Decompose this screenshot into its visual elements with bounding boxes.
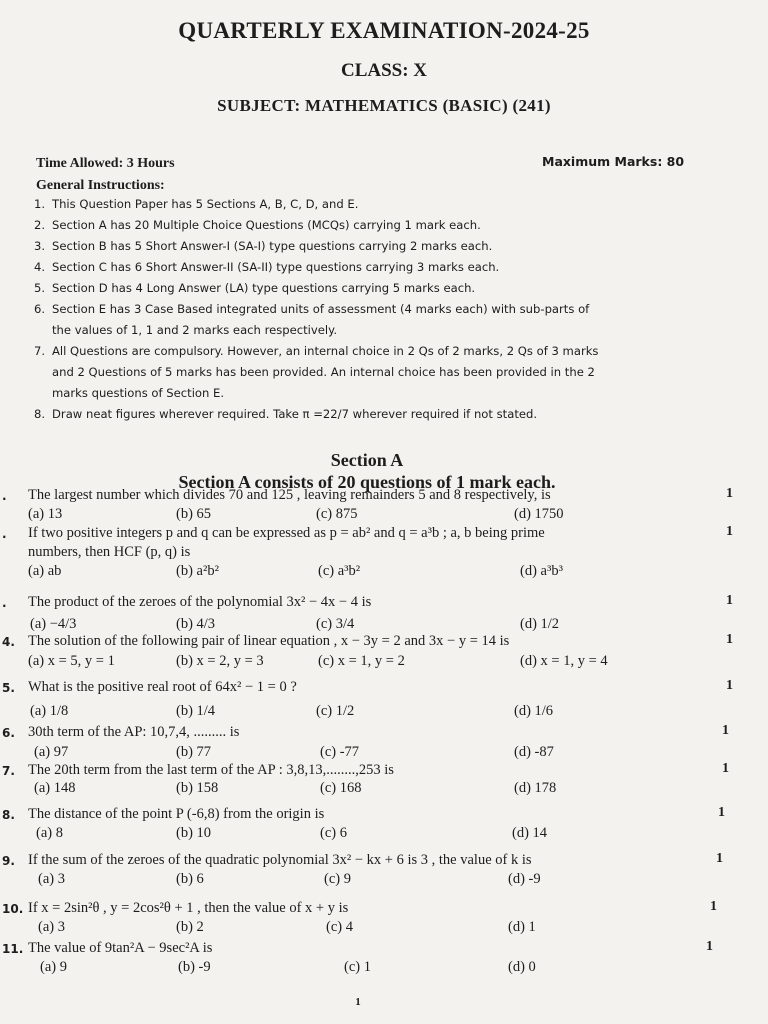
subject-label: SUBJECT: MATHEMATICS (BASIC) (241) [217,96,551,115]
answer-option: (a) 97 [34,744,69,760]
instruction-line [34,404,674,425]
instruction-line [34,383,674,404]
answer-option: (b) 65 [176,506,212,522]
answer-option: (a) −4/3 [30,616,77,632]
instruction-text: Section C has 6 Short Answer-II (SA-II) type questions carrying 3 marks each. [52,260,500,274]
class-label: CLASS: X [340,60,428,81]
instruction-line [34,320,674,341]
instruction-number: 4. [34,260,46,274]
answer-option: (b) 2 [176,919,204,935]
question-marks: 1 [706,939,713,954]
question-number: . [2,596,7,610]
instruction-text: Section A has 20 Multiple Choice Questions (MCQs) carrying 1 mark each. [52,218,481,232]
question-number: 5. [2,681,15,695]
answer-option: (b) -9 [178,959,211,975]
answer-option: (d) 1/2 [520,616,560,632]
answer-option: (c) a³b² [318,563,361,579]
answer-option: (a) 8 [36,825,63,841]
instructions-list [34,194,674,425]
instruction-line [34,257,674,278]
answer-option: (c) 6 [320,825,347,841]
answer-option: (b) 10 [176,825,212,841]
instruction-number: 2. [34,218,46,232]
instruction-number [34,383,52,404]
general-instructions-heading: General Instructions: [36,178,165,193]
instruction-text: This Question Paper has 5 Sections A, B, C, D, and E. [52,197,359,211]
answer-option: (d) -87 [514,744,554,760]
question-marks: 1 [718,805,725,820]
question-stem: If the sum of the zeroes of the quadratic polynomial 3x² − kx + 6 is 3 , the value of k is [28,852,532,868]
maximum-marks: Maximum Marks: 80 [542,154,685,169]
answer-option: (c) 168 [320,780,362,796]
section-title: Section A [330,450,404,470]
question-number: 6. [2,726,15,740]
time-allowed: Time Allowed: 3 Hours [36,156,175,171]
answer-option: (b) a²b² [176,563,219,579]
question-stem: 30th term of the AP: 10,7,4, ......... is [28,724,240,740]
question-marks: 1 [726,593,733,608]
question-marks: 1 [722,723,729,738]
instruction-number: 7. [34,344,46,358]
question-marks: 1 [710,899,717,914]
exam-title: QUARTERLY EXAMINATION-2024-25 [178,18,590,43]
answer-option: (c) 1 [344,959,371,975]
instruction-text: Draw neat figures wherever required. Take π =22/7 wherever required if not stated. [52,407,538,421]
instruction-line [34,278,674,299]
answer-option: (a) 148 [34,780,76,796]
answer-option: (c) 1/2 [316,703,355,719]
answer-option: (b) 4/3 [176,616,216,632]
answer-option: (b) 158 [176,780,219,796]
answer-option: (a) 1/8 [30,703,69,719]
question-number: 4. [2,635,15,649]
question-number: 11. [2,942,24,956]
instruction-number: 1. [34,197,46,211]
question-marks: 1 [726,486,733,501]
question-stem-continued: numbers, then HCF (p, q) is [28,544,191,560]
instruction-number: 5. [34,281,46,295]
question-marks: 1 [726,678,733,693]
answer-option: (b) 6 [176,871,204,887]
instruction-number [34,362,52,383]
instruction-text: All Questions are compulsory. However, an internal choice in 2 Qs of 2 marks, 2 Qs of 3 marks [52,344,599,358]
answer-option: (b) 77 [176,744,212,760]
answer-option: (d) 0 [508,959,536,975]
instruction-text: Section B has 5 Short Answer-I (SA-I) type questions carrying 2 marks each. [52,239,493,253]
answer-option: (d) 1/6 [514,703,554,719]
answer-option: (b) 1/4 [176,703,216,719]
question-stem: The largest number which divides 70 and 125 , leaving remainders 5 and 8 respectively, is [28,487,551,503]
instruction-line [34,341,674,362]
answer-option: (d) 14 [512,825,548,841]
answer-option: (d) 1750 [514,506,564,522]
answer-option: (d) 1 [508,919,536,935]
answer-option: (a) 3 [38,919,65,935]
instruction-number [34,320,52,341]
instruction-text: Section E has 3 Case Based integrated units of assessment (4 marks each) with sub-parts of [52,302,590,316]
question-stem: The product of the zeroes of the polynomial 3x² − 4x − 4 is [28,594,372,610]
question-number: . [2,527,7,541]
question-stem: If x = 2sin²θ , y = 2cos²θ + 1 , then the value of x + y is [28,900,349,916]
instruction-line [34,236,674,257]
answer-option: (a) 9 [40,959,67,975]
instruction-text: Section D has 4 Long Answer (LA) type questions carrying 5 marks each. [52,281,476,295]
instruction-line [34,362,674,383]
answer-option: (a) 3 [38,871,65,887]
answer-option: (a) ab [28,563,62,579]
answer-option: (a) x = 5, y = 1 [28,653,115,669]
question-number: 9. [2,854,15,868]
question-number: . [2,489,7,503]
answer-option: (c) 4 [326,919,353,935]
question-marks: 1 [722,761,729,776]
instruction-text: the values of 1, 1 and 2 marks each respectively. [52,323,338,337]
answer-option: (c) 3/4 [316,616,355,632]
instruction-line [34,194,674,215]
instruction-number: 6. [34,302,46,316]
answer-option: (c) 875 [316,506,358,522]
question-stem: The 20th term from the last term of the AP : 3,8,13,........,253 is [28,762,394,778]
question-stem: The value of 9tan²A − 9sec²A is [28,940,213,956]
question-marks: 1 [716,851,723,866]
answer-option: (d) a³b³ [520,563,563,579]
answer-option: (a) 13 [28,506,63,522]
instruction-number: 3. [34,239,46,253]
answer-option: (b) x = 2, y = 3 [176,653,264,669]
question-stem: What is the positive real root of 64x² − 1 = 0 ? [28,679,297,695]
answer-option: (d) x = 1, y = 4 [520,653,608,669]
question-stem: The solution of the following pair of linear equation , x − 3y = 2 and 3x − y = 14 is [28,633,510,649]
question-number: 10. [2,902,24,916]
section-subtitle: Section A consists of 20 questions of 1 mark each. [178,472,556,492]
instruction-number: 8. [34,407,46,421]
instruction-line [34,299,674,320]
question-marks: 1 [726,632,733,647]
question-marks: 1 [726,524,733,539]
answer-option: (c) -77 [320,744,360,760]
answer-option: (d) 178 [514,780,557,796]
instruction-line [34,215,674,236]
question-stem: If two positive integers p and q can be expressed as p = ab² and q = a³b ; a, b being prime [28,525,545,541]
instruction-text: marks questions of Section E. [52,386,225,400]
answer-option: (d) -9 [508,871,541,887]
question-number: 8. [2,808,15,822]
page-number: 1 [355,996,361,1008]
instruction-text: and 2 Questions of 5 marks has been provided. An internal choice has been provided in the 2 [52,365,595,379]
question-number: 7. [2,764,15,778]
answer-option: (c) x = 1, y = 2 [318,653,405,669]
answer-option: (c) 9 [324,871,351,887]
question-stem: The distance of the point P (-6,8) from the origin is [28,806,325,822]
